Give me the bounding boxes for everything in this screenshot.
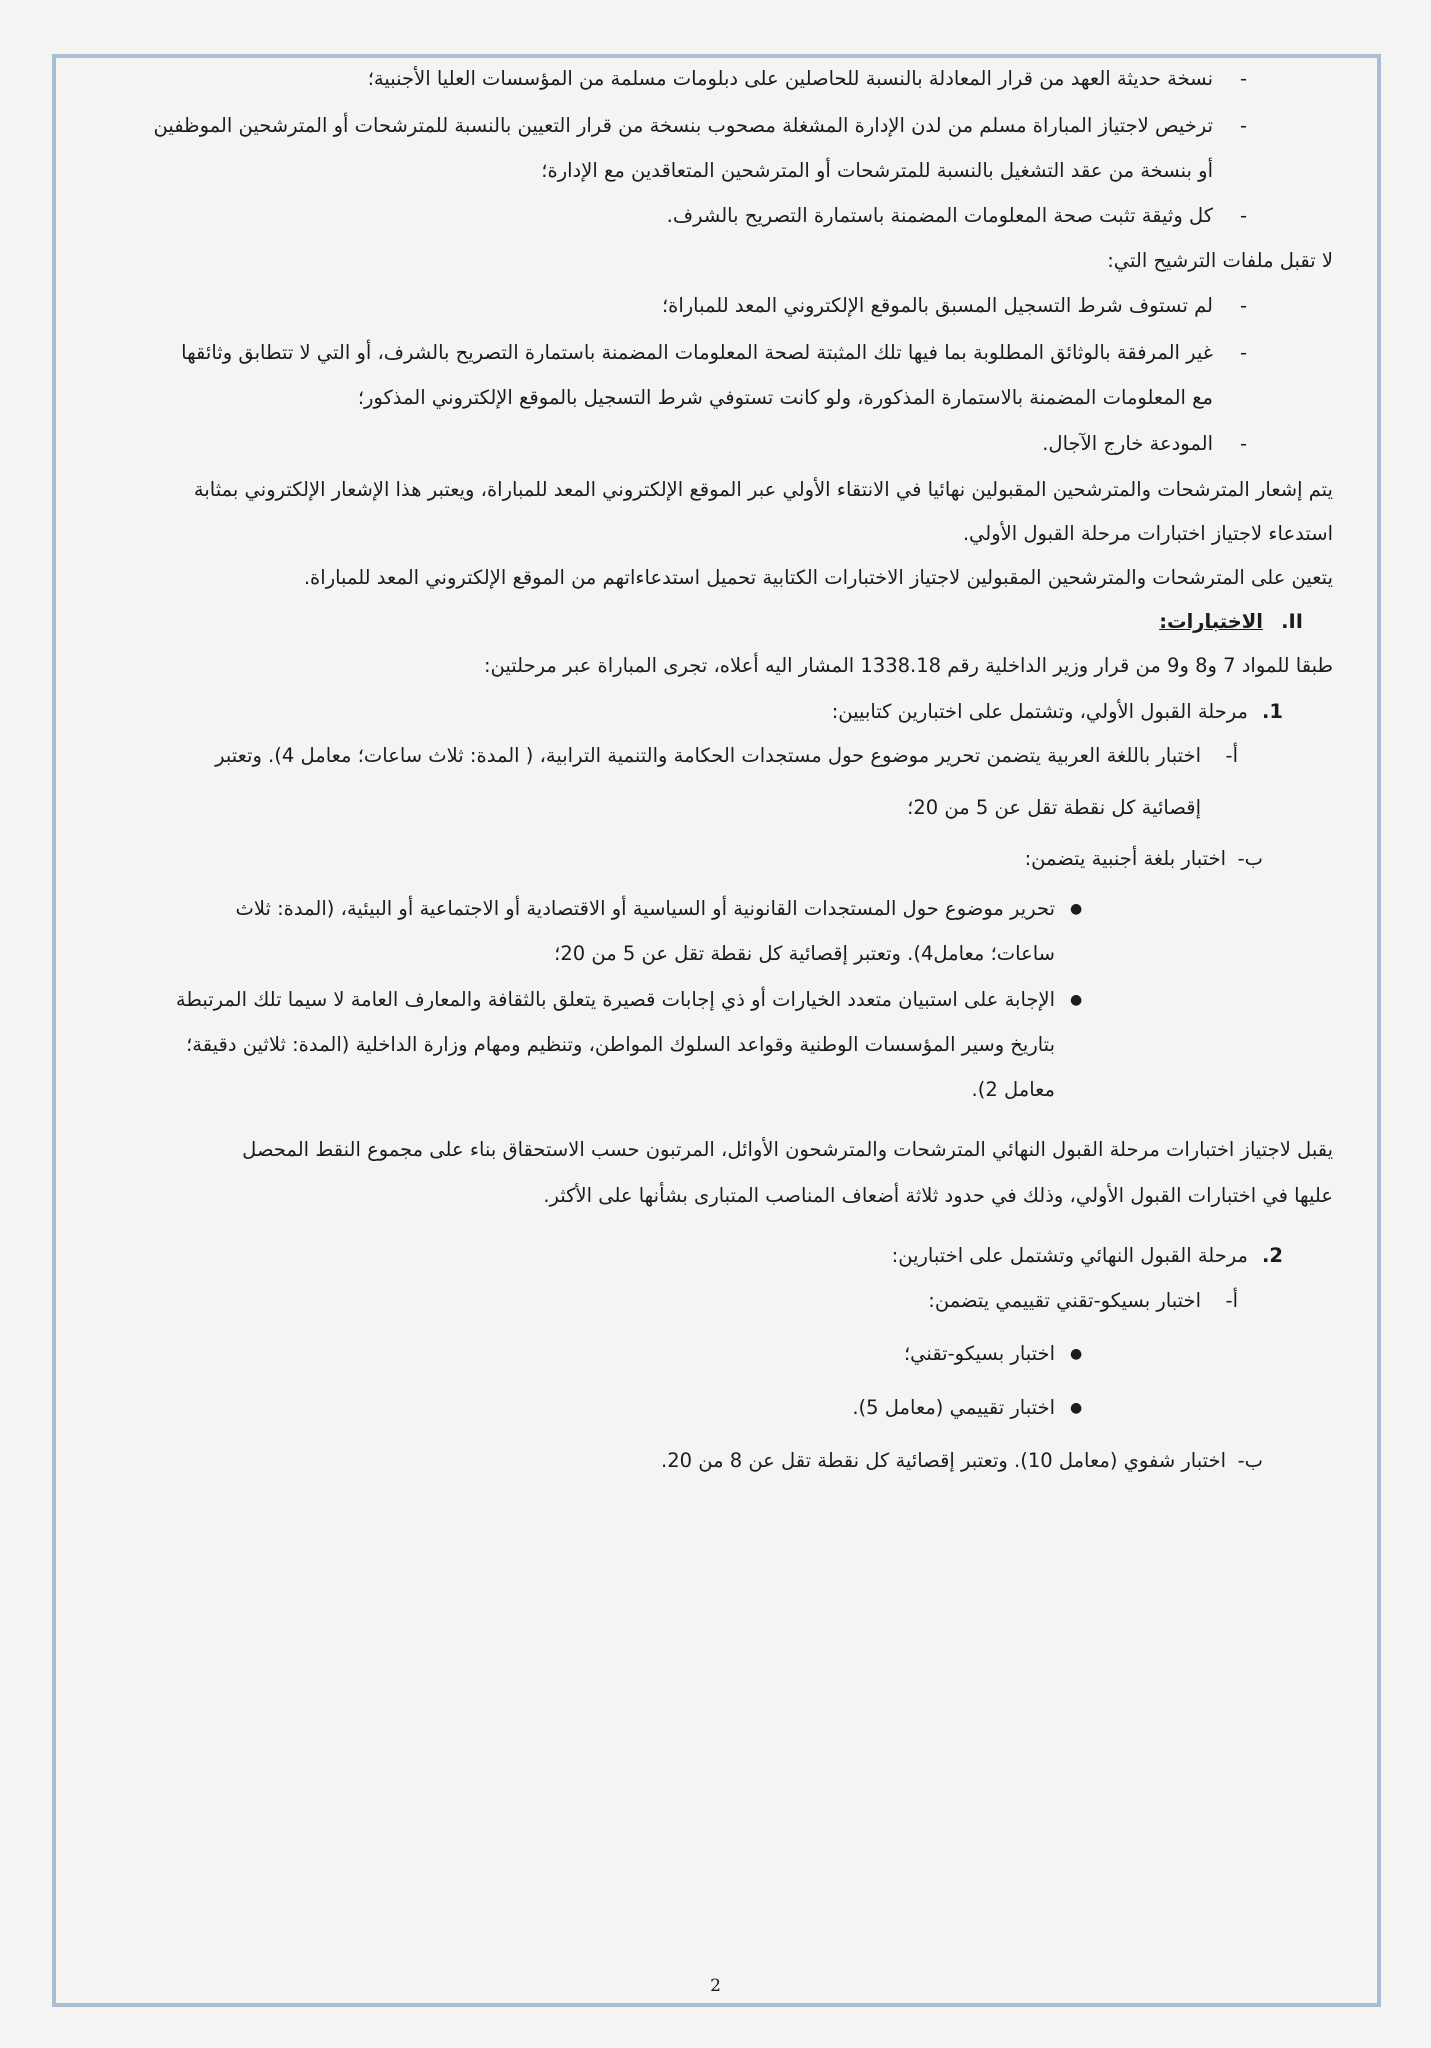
item-letter: أ-: [1225, 1289, 1238, 1312]
item-letter: ب-: [1237, 847, 1263, 870]
doc-line: تحرير موضوع حول المستجدات القانونية أو السياسية أو الاقتصادية أو الاجتماعية أو البيئية، (المدة: ثلاث: [235, 897, 1055, 920]
list-dash: -: [1240, 432, 1248, 455]
doc-line: لم تستوف شرط التسجيل المسبق بالموقع الإلكتروني المعد للمباراة؛: [661, 294, 1213, 317]
doc-line: يتم إشعار المترشحات والمترشحين المقبولين نهائيا في الانتقاء الأولي عبر الموقع الإلكتروني المعد للمباراة، ويعتبر هذا الإشعار الإلكتروني بمثابة: [193, 478, 1333, 501]
bullet-icon: ●: [1070, 992, 1083, 1008]
doc-line: بتاريخ وسير المؤسسات الوطنية وقواعد السلوك المواطن، وتنظيم ومهام وزارة الداخلية (المدة: ثلاثين دقيقة؛: [186, 1033, 1055, 1056]
bullet-icon: ●: [1070, 1346, 1083, 1362]
doc-line: اختبار بسيكو-تقني؛: [903, 1342, 1055, 1365]
list-dash: -: [1240, 67, 1248, 90]
doc-line: اختبار شفوي (معامل 10). وتعتبر إقصائية كل نقطة تقل عن 8 من 20.: [661, 1449, 1226, 1472]
doc-line: ترخيص لاجتياز المباراة مسلم من لدن الإدارة المشغلة مصحوب بنسخة من قرار التعيين بالنسبة للمترشحات أو المترشحين الموظفين: [153, 114, 1213, 137]
doc-line: أو بنسخة من عقد التشغيل بالنسبة للمترشحات أو المترشحين المتعاقدين مع الإدارة؛: [541, 159, 1213, 182]
item-letter: ب-: [1237, 1449, 1263, 1472]
list-dash: -: [1240, 294, 1248, 317]
doc-line: اختبار تقييمي (معامل 5).: [852, 1396, 1055, 1419]
doc-line: ساعات؛ معامل4). وتعتبر إقصائية كل نقطة تقل عن 5 من 20؛: [554, 942, 1055, 965]
doc-line: كل وثيقة تثبت صحة المعلومات المضمنة باستمارة التصريح بالشرف.: [666, 204, 1213, 227]
doc-line: غير المرفقة بالوثائق المطلوبة بما فيها تلك المثبتة لصحة المعلومات المضمنة باستمارة التصريح بالشرف، أو التي لا تتطابق وثائقها: [181, 341, 1213, 364]
doc-line: لا تقبل ملفات الترشيح التي:: [1107, 249, 1333, 272]
subsection-number: 2.: [1262, 1244, 1283, 1267]
list-dash: -: [1240, 114, 1248, 137]
doc-line: استدعاء لاجتياز اختبارات مرحلة القبول الأولي.: [962, 522, 1333, 545]
doc-line: يتعين على المترشحات والمترشحين المقبولين لاجتياز الاختبارات الكتابية تحميل استدعاءاتهم من الموقع الإلكتروني المعد للمباراة.: [303, 566, 1333, 589]
item-letter: أ-: [1225, 744, 1238, 767]
doc-line: الإجابة على استبيان متعدد الخيارات أو ذي إجابات قصيرة يتعلق بالثقافة والمعارف العامة لا سيما تلك المرتبطة: [175, 988, 1055, 1011]
doc-line: معامل 2).: [971, 1078, 1055, 1101]
doc-line: اختبار باللغة العربية يتضمن تحرير موضوع حول مستجدات الحكامة والتنمية الترابية، ( المدة: ثلاث ساعات؛ معامل 4). وتعتبر: [215, 744, 1201, 767]
doc-line: مع المعلومات المضمنة بالاستمارة المذكورة، ولو كانت تستوفي شرط التسجيل بالموقع الإلكتروني المذكور؛: [357, 386, 1213, 409]
section-heading: الاختبارات:: [1159, 610, 1263, 633]
section-number: II.: [1281, 610, 1303, 633]
doc-line: يقبل لاجتياز اختبارات مرحلة القبول النهائي المترشحات والمترشحون الأوائل، المرتبون حسب الاستحقاق بناء على مجموع النقط المحصل: [242, 1138, 1333, 1161]
list-dash: -: [1240, 341, 1248, 364]
doc-line: إقصائية كل نقطة تقل عن 5 من 20؛: [907, 796, 1201, 819]
bullet-icon: ●: [1070, 901, 1083, 917]
doc-line: المودعة خارج الآجال.: [1042, 432, 1213, 455]
bullet-icon: ●: [1070, 1400, 1083, 1416]
subsection-number: 1.: [1262, 700, 1283, 723]
doc-line: عليها في اختبارات القبول الأولي، وذلك في حدود ثلاثة أضعاف المناصب المتبارى بشأنها على الأكثر.: [543, 1184, 1333, 1207]
doc-line: اختبار بسيكو-تقني تقييمي يتضمن:: [928, 1289, 1201, 1312]
doc-line: مرحلة القبول النهائي وتشتمل على اختبارين:: [891, 1244, 1248, 1267]
doc-line: نسخة حديثة العهد من قرار المعادلة بالنسبة للحاصلين على دبلومات مسلمة من المؤسسات العليا الأجنبية؛: [367, 67, 1213, 90]
doc-line: مرحلة القبول الأولي، وتشتمل على اختبارين كتابيين:: [831, 700, 1248, 723]
page-number: 2: [710, 1976, 721, 1996]
doc-line: طبقا للمواد 7 و8 و9 من قرار وزير الداخلية رقم 1338.18 المشار اليه أعلاه، تجرى المباراة عبر مرحلتين:: [483, 654, 1333, 677]
doc-line: اختبار بلغة أجنبية يتضمن:: [1024, 847, 1226, 870]
list-dash: -: [1240, 204, 1248, 227]
